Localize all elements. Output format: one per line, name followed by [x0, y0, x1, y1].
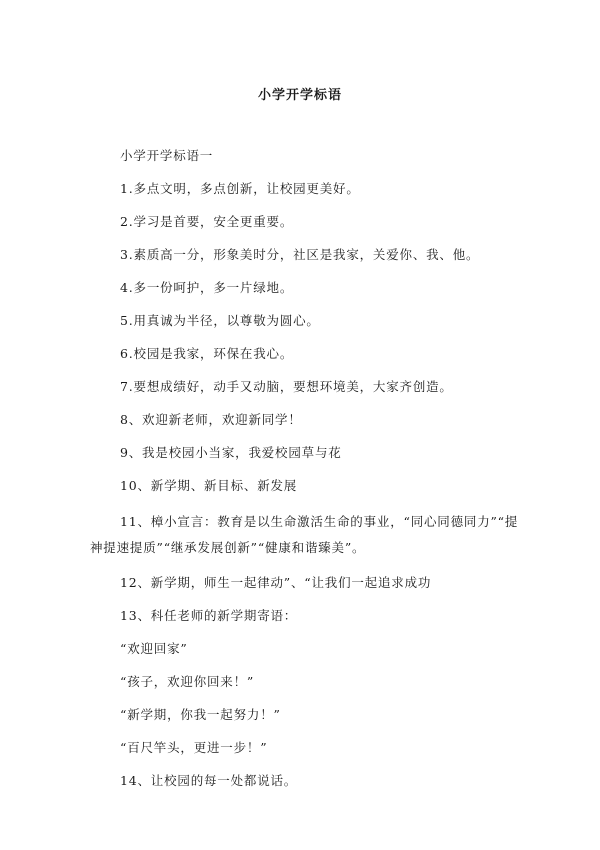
- slogan-item-7: 7.要想成绩好，动手又动脑，要想环境美，大家齐创造。: [120, 379, 453, 394]
- slogan-item-5: 5.用真诚为半径，以尊敬为圆心。: [120, 313, 320, 328]
- teacher-message-4: “百尺竿头，更进一步！”: [120, 740, 268, 755]
- slogan-item-8: 8、欢迎新老师，欢迎新同学！: [120, 412, 302, 427]
- document-title: 小学开学标语: [257, 88, 342, 103]
- slogan-item-3: 3.素质高一分，形象美时分，社区是我家，关爱你、我、他。: [120, 247, 480, 262]
- slogan-item-12: 12、新学期，师生一起律动”、“让我们一起追求成功: [120, 575, 432, 590]
- teacher-message-2: “孩子，欢迎你回来！”: [120, 674, 255, 689]
- slogan-item-1: 1.多点文明，多点创新，让校园更美好。: [120, 181, 360, 196]
- slogan-item-4: 4.多一份呵护，多一片绿地。: [120, 280, 294, 295]
- slogan-item-6: 6.校园是我家，环保在我心。: [120, 346, 294, 361]
- slogan-item-2: 2.学习是首要，安全更重要。: [120, 214, 294, 229]
- slogan-item-13: 13、科任老师的新学期寄语：: [120, 608, 298, 623]
- slogan-item-14: 14、让校园的每一处都说话。: [120, 773, 298, 788]
- teacher-message-1: “欢迎回家”: [120, 641, 188, 656]
- teacher-message-3: “新学期，你我一起努力！”: [120, 707, 281, 722]
- slogan-item-11-line-1: 11、樟小宣言：教育是以生命激活生命的事业，“同心同德同力”“提: [120, 514, 519, 529]
- section-heading: 小学开学标语一: [120, 148, 214, 163]
- slogan-item-11: [90, 509, 520, 561]
- slogan-item-9: 9、我是校园小当家，我爱校园草与花: [120, 445, 342, 460]
- slogan-item-10: 10、新学期、新目标、新发展: [120, 478, 298, 493]
- slogan-item-11-line-2: 神提速提质”“继承发展创新”“健康和谐臻美”。: [90, 540, 366, 555]
- document-body: [90, 146, 520, 804]
